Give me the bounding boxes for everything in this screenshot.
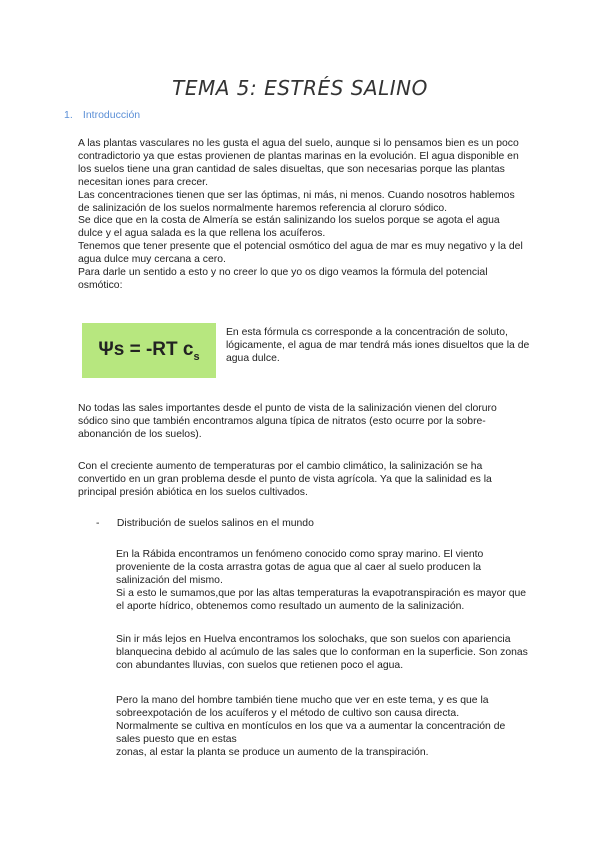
sub-paragraph: Sin ir más lejos en Huelva encontramos los solochaks, que son suelos con apariencia blanquecina debido al acúmulo de las sales que lo conforman en la superficie. Son zonas con abundantes lluvias, con suelos que retienen poco el agua.	[116, 634, 528, 671]
intro-paragraph: Las concentraciones tienen que ser las óptimas, ni más, ni menos. Cuando nosotros hablemos de salinización de los suelos normalmente haremos referencia al cloruro sódico.	[78, 189, 515, 214]
rabida-block	[116, 549, 530, 614]
intro-block	[78, 138, 526, 293]
section-number: 1.	[64, 109, 73, 121]
formula-box	[82, 323, 216, 378]
bullet-dash: -	[96, 518, 100, 529]
section-heading	[64, 109, 140, 121]
intro-paragraph: Para darle un sentido a esto y no creer lo que yo os digo veamos la fórmula del potencial osmótico:	[78, 267, 488, 291]
sub-paragraph: Pero la mano del hombre también tiene mucho que ver en este tema, y es que la sobreexpotación de los acuíferos y el método de cultivo son causa directa.	[116, 695, 489, 719]
paragraph-text: Con el creciente aumento de temperaturas por el cambio climático, la salinización se ha convertido en un gran problema desde el punto de vista agrícola. Ya que la salinidad es la principal presión abiótica en los suelos cultivados.	[78, 461, 492, 498]
huelva-block	[116, 634, 530, 673]
formula-subscript: s	[193, 350, 200, 363]
page-title: TEMA 5: ESTRÉS SALINO	[172, 76, 428, 100]
sub-paragraph: Si a esto le sumamos,que por las altas temperaturas la evapotranspiración es mayor que el aporte hídrico, obtenemos como resultado un aumento de la salinización.	[116, 587, 527, 612]
bullet-label: Distribución de suelos salinos en el mundo	[116, 518, 314, 529]
section-label: Introducción	[82, 109, 141, 121]
intro-paragraph: A las plantas vasculares no les gusta el agua del suelo, aunque si lo pensamos bien es un poco contradictorio ya que estas provienen de plantas marinas en la evolución. El agua disponible en los suelos tiene una gran cantidad de sales disueltas, que son necesarias porque las plantas necesitan iones para crecer.	[78, 138, 519, 188]
osmotic-formula	[98, 339, 199, 363]
sub-paragraph: zonas, al estar la planta se produce un aumento de la transpiración.	[116, 746, 429, 758]
hombre-block	[116, 695, 530, 760]
bullet-item	[96, 518, 314, 529]
intro-paragraph: Tenemos que tener presente que el potencial osmótico del agua de mar es muy negativo y la del agua dulce muy cercana a cero.	[78, 241, 523, 266]
intro-paragraph: Se dice que en la costa de Almería se están salinizando los suelos porque se agota el agua dulce y el agua salada es la que rellena los acuíferos.	[78, 215, 500, 240]
formula-note: En esta fórmula cs corresponde a la concentración de soluto, lógicamente, el agua de mar tendrá más iones disueltos que la de agua dulce.	[226, 327, 530, 364]
sub-paragraph: Normalmente se cultiva en montículos en los que va a aumentar la concentración de sales puesto que en estas	[116, 720, 506, 745]
paragraph-clima	[78, 461, 526, 500]
sub-paragraph: En la Rábida encontramos un fenómeno conocido como spray marino. El viento proveniente de la costa arrastra gotas de agua que al caer al suelo producen la salinización del mismo.	[116, 549, 484, 586]
formula-main: Ψs = -RT c	[98, 338, 194, 360]
paragraph-text: No todas las sales importantes desde el punto de vista de la salinización vienen del cloruro sódico sino que también encontramos alguna típica de nitratos (esto ocurre por la sobre-abonanción de los suelos).	[78, 403, 497, 440]
paragraph-sales	[78, 403, 526, 442]
